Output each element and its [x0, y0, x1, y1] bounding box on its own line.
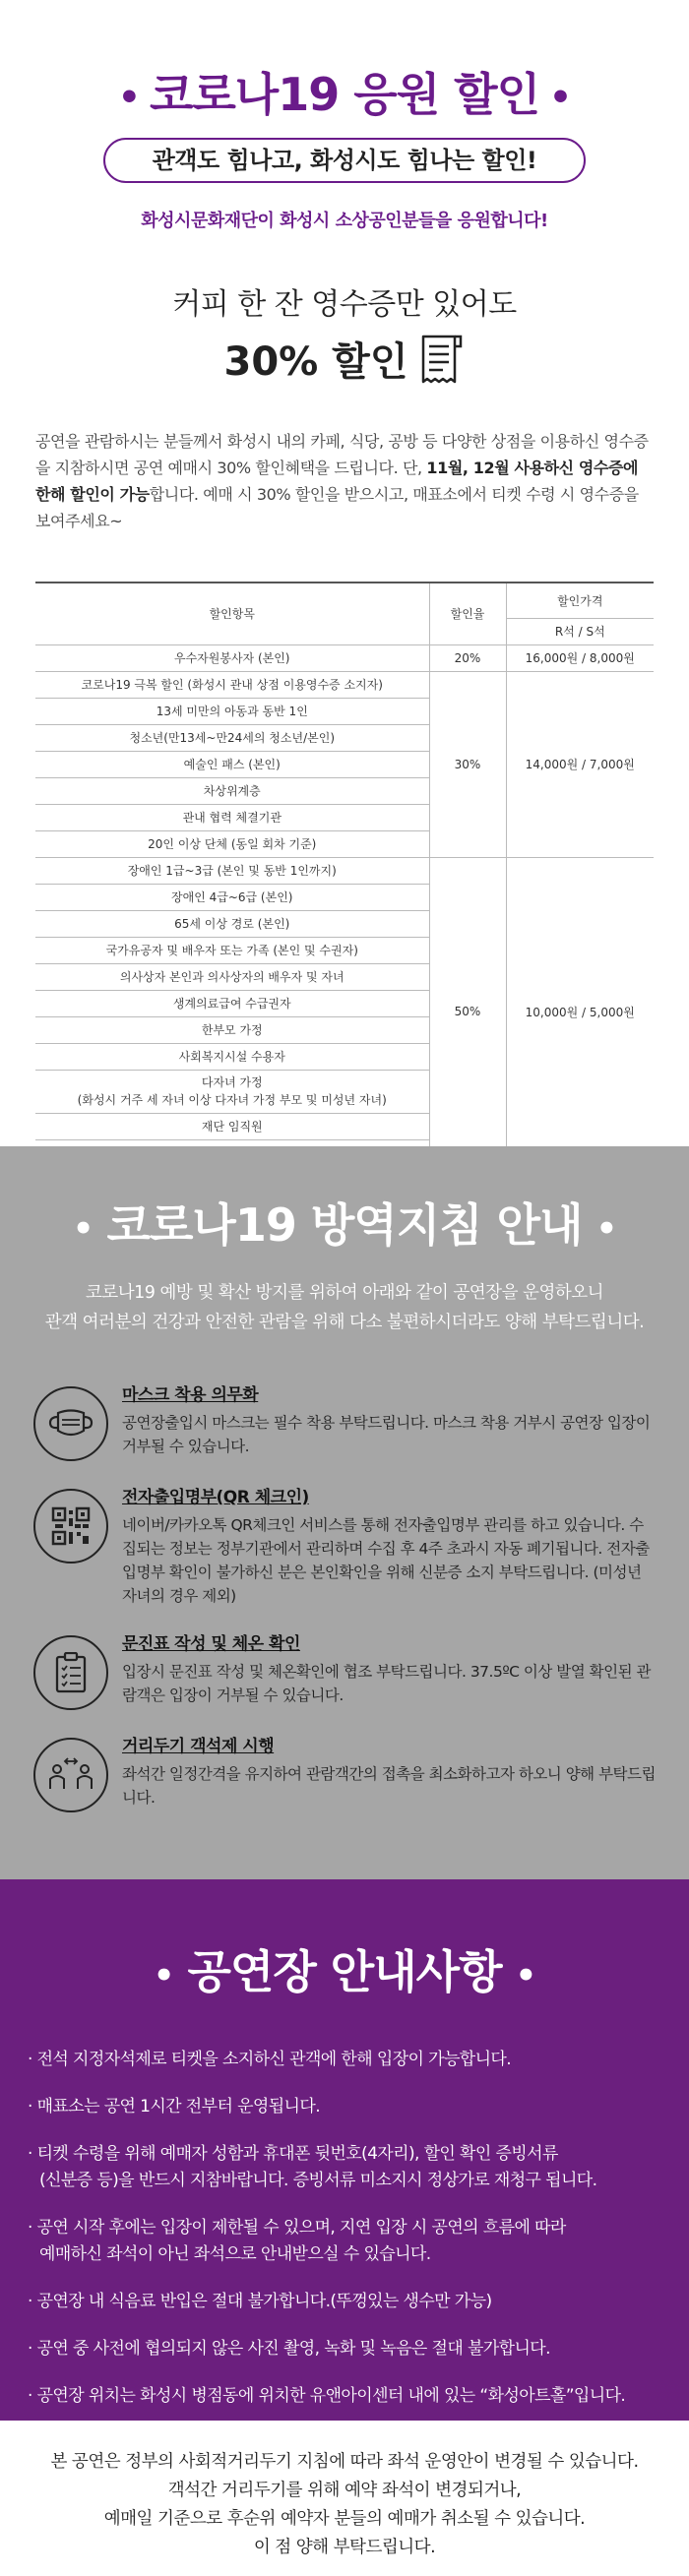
hero-title: • 코로나19 응원 할인 • — [117, 68, 572, 121]
table-row: 65세 이상 경로 (본인) — [35, 910, 654, 937]
table-row: 다자녀 가정 (화성시 거주 세 자녀 이상 다자녀 가정 부모 및 미성년 자녀) — [35, 1070, 654, 1113]
footer-line: 이 점 양해 부탁드립니다. — [253, 2538, 436, 2557]
venue-title: • 공연장 안내사항 • — [153, 1945, 536, 1998]
hero-pill: 관객도 힘나고, 화성시도 힘나는 할인! — [103, 138, 586, 183]
header-price-sub: R석 / S석 — [506, 618, 654, 644]
quarantine-rules — [33, 1380, 656, 1812]
table-row: 의사상자 본인과 의사상자의 배우자 및 자녀 — [35, 963, 654, 990]
venue-section — [0, 1879, 689, 2421]
table-row: 생계의료급여 수급권자 — [35, 990, 654, 1016]
rule-questionnaire: 문진표 작성 및 체온 확인 입장시 문진표 작성 및 체온확인에 협조 부탁드립니다. 37.5ºC 이상 발열 확인된 관람객은 입장이 거부될 수 있습니다. — [33, 1629, 656, 1710]
list-item: · 공연장 내 식음료 반입은 절대 불가합니다.(뚜껑있는 생수만 가능) — [28, 2292, 492, 2311]
table-row: 재단 임직원 — [35, 1113, 654, 1139]
table-row: 국가유공자 및 배우자 또는 가족 (본인 및 수권자) — [35, 937, 654, 963]
list-item: · 공연 시작 후에는 입장이 제한될 수 있으며, 지연 입장 시 공연의 흐름에 따라 예매하신 좌석이 아닌 좌석으로 안내받으실 수 있습니다. — [28, 2218, 566, 2264]
header-price: 할인가격 — [506, 583, 654, 618]
table-row: 관내 협력 체결기관 — [35, 804, 654, 830]
list-item: · 공연 중 사전에 협의되지 않은 사진 촬영, 녹화 및 녹음은 절대 불가합니다. — [28, 2339, 550, 2359]
quarantine-description: 코로나19 예방 및 확산 방지를 위하여 아래와 같이 공연장을 운영하오니 관객 여러분의 건강과 안전한 관람을 위해 다소 불편하시더라도 양해 부탁드립니다. — [44, 1283, 645, 1332]
coffee-line-2: 30% 할인 — [0, 331, 689, 387]
table-row: 차상위계층 — [35, 777, 654, 804]
footer-line: 본 공연은 정부의 사회적거리두기 지침에 따라 좌석 운영안이 변경될 수 있습니다. — [50, 2452, 639, 2472]
rule-distancing: 거리두기 객석제 시행 좌석간 일정간격을 유지하여 관람객간의 접촉을 최소화하고자 하오니 양해 부탁드립니다. — [33, 1732, 656, 1812]
footer-line: 객석간 거리두기를 위해 예약 좌석이 변경되거나, — [167, 2481, 522, 2500]
table-row: 장애인 1급~3급 (본인 및 동반 1인까지) 50% 10,000원 / 5,000원 — [35, 857, 654, 884]
header-rate: 할인율 — [429, 583, 506, 644]
table-row: 13세 미만의 아동과 동반 1인 — [35, 698, 654, 724]
rule-qr: 전자출입명부(QR 체크인) 네이버/카카오톡 QR체크인 서비스를 통해 전자출입명부 관리를 하고 있습니다. 수집되는 정보는 정부기관에서 관리하며 수집 후 4주 초과시 자동 폐기됩니다. 전자출입명부 확인이 불가하신 분은 본인확인을 위해 신분증 소지 부탁드립니다. (미성년 자녀의 경우 제외) — [33, 1483, 656, 1608]
discount-description: 공연을 관람하시는 분들께서 화성시 내의 카페, 식당, 공방 등 다양한 상점을 이용하신 영수증을 지참하시면 공연 예매시 30% 할인혜택을 드립니다. 단, 11월, 12월 사용하신 영수증에 한해 할인이 가능합니다. 예매 시 30% 할인을 받으시고, 매표소에서 티켓 수령 시 영수증을 보여주세요~ — [35, 432, 649, 530]
list-item: · 공연장 위치는 화성시 병점동에 위치한 유앤아이센터 내에 있는 “화성아트홀”입니다. — [28, 2386, 626, 2406]
quarantine-section — [0, 1146, 689, 1879]
table-row: 우수자원봉사자 (본인) 20% 16,000원 / 8,000원 — [35, 644, 654, 671]
clipboard-icon — [33, 1635, 108, 1710]
social-distance-icon — [33, 1738, 108, 1812]
quarantine-title: • 코로나19 방역지침 안내 • — [72, 1198, 617, 1252]
table-row: 청소년(만13세~만24세의 청소년/본인) — [35, 724, 654, 751]
list-item: · 티켓 수령을 위해 예매자 성함과 휴대폰 뒷번호(4자리), 할인 확인 증빙서류 (신분증 등)을 반드시 지참바랍니다. 증빙서류 미소지시 정상가로 재청구 됩니다. — [28, 2144, 597, 2190]
table-row: 예술인 패스 (본인) — [35, 751, 654, 777]
mask-icon — [33, 1386, 108, 1461]
venue-notices — [28, 2047, 689, 2410]
header-item: 할인항목 — [35, 583, 429, 644]
discount-section — [0, 0, 689, 1146]
footer-line: 예매일 기준으로 후순위 예약자 분들의 예매가 취소될 수 있습니다. — [103, 2509, 586, 2529]
qr-code-icon — [33, 1489, 108, 1564]
footer-notice — [0, 2421, 689, 2576]
rule-mask: 마스크 착용 의무화 공연장출입시 마스크는 필수 착용 부탁드립니다. 마스크 착용 거부시 공연장 입장이 거부될 수 있습니다. — [33, 1380, 656, 1461]
coffee-line-1: 커피 한 잔 영수증만 있어도 — [172, 287, 517, 322]
hero-subtitle: 화성시문화재단이 화성시 소상공인분들을 응원합니다! — [141, 211, 548, 231]
table-row: 20인 이상 단체 (동일 회차 기준) — [35, 830, 654, 857]
table-row: 한부모 가정 — [35, 1016, 654, 1043]
table-row: 장애인 4급~6급 (본인) — [35, 884, 654, 910]
list-item: · 전석 지정자석제로 티켓을 소지하신 관객에 한해 입장이 가능합니다. — [28, 2050, 512, 2069]
table-row: 코로나19 극복 할인 (화성시 관내 상점 이용영수증 소지자) 30% 14,000원 / 7,000원 — [35, 671, 654, 698]
table-row: 사회복지시설 수용자 — [35, 1043, 654, 1070]
list-item: · 매표소는 공연 1시간 전부터 운영됩니다. — [28, 2097, 320, 2116]
discount-table — [35, 582, 654, 1167]
receipt-icon — [417, 333, 465, 386]
